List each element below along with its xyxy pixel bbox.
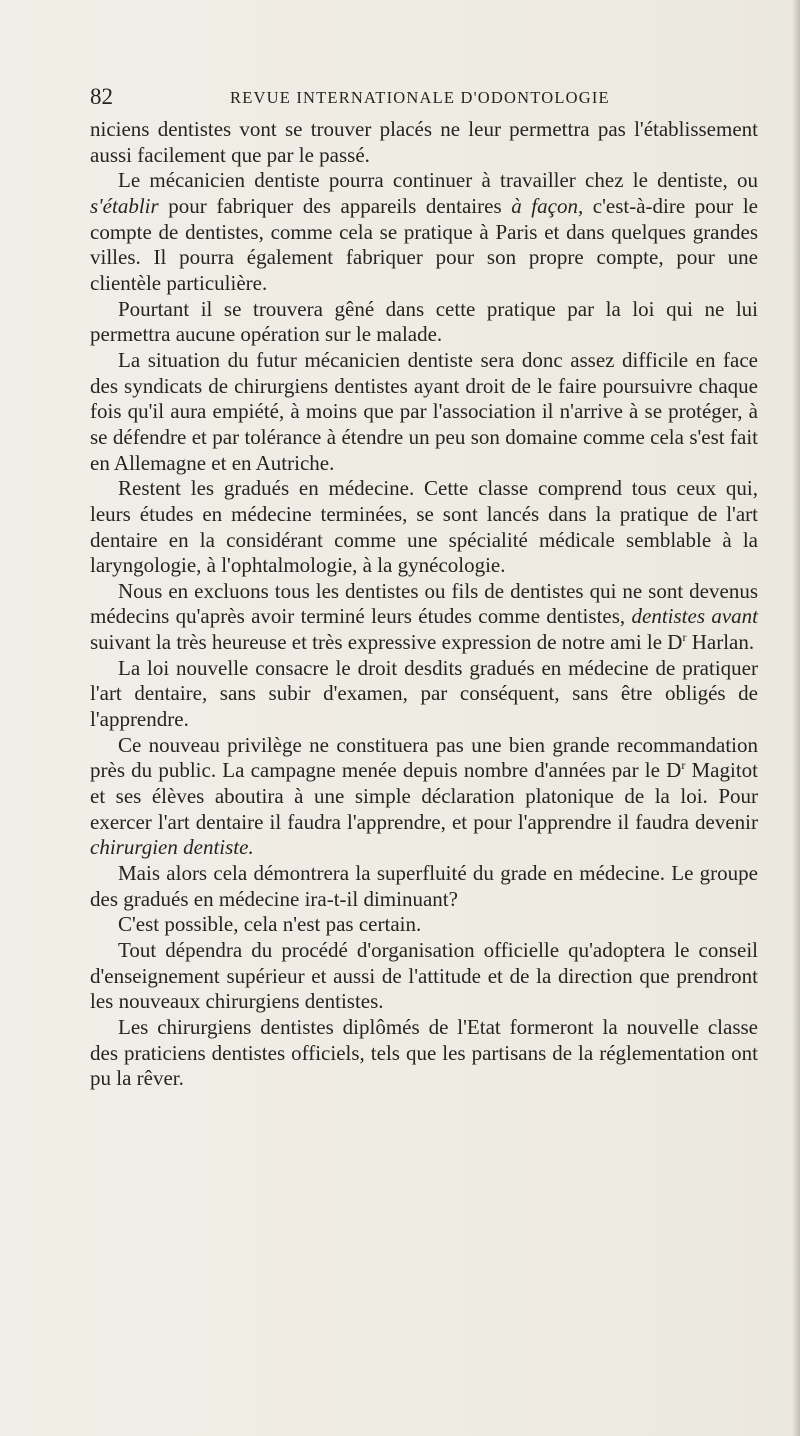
paragraph: La loi nouvelle consacre le droit desdits gradués en médecine de pratiquer l'art dentaire, sans subir d'examen, par conséquent, sans être obligés de l'apprendre.	[90, 655, 758, 732]
paragraph: Tout dépendra du procédé d'organisation officielle qu'adoptera le conseil d'enseignement supérieur et aussi de l'attitude et de la direction que prendront les nouveaux chirurgiens dentistes.	[90, 938, 758, 1014]
paragraph: Les chirurgiens dentistes diplômés de l'Etat formeront la nouvelle classe des praticiens dentistes officiels, tels que les partisans de la réglementation ont pu la rêver.	[90, 1014, 758, 1091]
paragraph: Ce nouveau privilège ne constituera pas une bien grande recommandation près du public. La campagne menée depuis nombre d'années par le $D^r$ Magitot et ses élèves aboutira à une simple déclaration platonique de la loi. Pour exercer l'art dentaire il faudra l'apprendre, et pour l'apprendre il faudra devenir chirurgien dentiste.	[90, 732, 758, 860]
page-number: 82	[90, 84, 113, 109]
italic-phrase: s'établir	[90, 193, 159, 218]
paragraph: Le mécanicien dentiste pourra continuer à travailler chez le dentiste, ou s'établir pour fabriquer des appareils dentaires à façon, c'est-à-dire pour le compte de dentistes, comme cela se pratique à Paris et dans quelques grandes villes. Il pourra également fabriquer pour son propre compte, pour une clientèle particulière.	[90, 168, 759, 295]
paragraph: C'est possible, cela n'est pas certain.	[118, 912, 422, 937]
superscript: r	[682, 630, 687, 645]
italic-phrase: à façon,	[511, 193, 584, 218]
paragraph: niciens dentistes vont se trouver placés ne leur permettra pas l'établissement aussi facilement que par le passé.	[90, 117, 758, 167]
paragraph: La situation du futur mécanicien dentiste sera donc assez difficile en face des syndicats de chirurgiens dentistes ayant droit de le faire poursuivre chaque fois qu'il aura empiété, à moins que par l'association il n'arrive à se protéger, à se défendre et par tolérance à étendre un peu son domaine comme cela s'est fait en Allemagne et en Autriche.	[90, 347, 758, 475]
italic-phrase: dentistes avant	[631, 604, 758, 629]
page-header	[90, 82, 758, 112]
italic-phrase: chirurgien dentiste.	[90, 835, 254, 860]
superscript: r	[681, 758, 686, 773]
body-text	[90, 117, 758, 1092]
paragraph: Pourtant il se trouvera gêné dans cette pratique par la loi qui ne lui permettra aucune opération sur le malade.	[90, 296, 758, 347]
paragraph: Restent les gradués en médecine. Cette classe comprend tous ceux qui, leurs études en médecine terminées, se sont lancés dans la pratique de l'art dentaire en la considérant comme une spécialité médicale semblable à la laryngologie, à l'ophtalmologie, à la gynécologie.	[90, 476, 758, 578]
page-edge-shadow	[792, 0, 800, 1436]
paragraph: Nous en excluons tous les dentistes ou fils de dentistes qui ne sont devenus médecins qu'après avoir terminé leurs études comme dentistes, dentistes avant suivant la très heureuse et très expressive expression de notre ami le $D^r$ Harlan.	[90, 578, 758, 655]
running-title: REVUE INTERNATIONALE D'ODONTOLOGIE	[230, 88, 610, 107]
paragraph: Mais alors cela démontrera la superfluité du grade en médecine. Le groupe des gradués en médecine ira-t-il diminuant?	[90, 861, 758, 911]
